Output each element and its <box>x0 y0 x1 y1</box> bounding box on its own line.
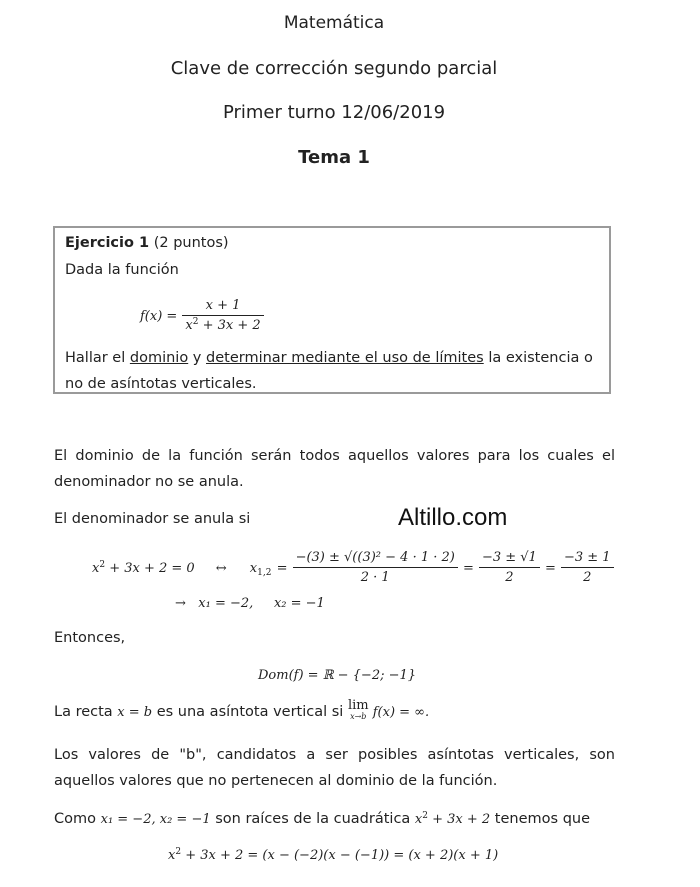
function-lhs: f(x) = <box>140 309 178 324</box>
exercise-points: (2 puntos) <box>153 235 229 251</box>
subject-title: Matemática <box>283 13 385 33</box>
paragraph-asymptote-definition: La recta x = b es una asíntota vertical si lim x→b f(x) = ∞. <box>54 698 430 721</box>
equation-quadratic: $x^2 + 3x + 2 = 0$ ↔ $x_{1,2}$ = $\frac{\text{−(3) ± √((3)² − 4 · 1 · 2)}}{2 \cdot 1}$ = $\frac{-3 \pm √1}{2}$ = $\frac{-3 \pm 1}{2}$ <box>92 550 614 585</box>
function-definition <box>140 298 264 333</box>
paragraph-then: Entonces, <box>54 630 126 646</box>
topic-title: Tema 1 <box>298 147 370 168</box>
root-fraction-3: $\frac{-3 \pm 1}{2}$ <box>561 550 614 585</box>
document-title: Clave de corrección segundo parcial <box>170 58 498 79</box>
task-link-domain: dominio <box>129 350 189 366</box>
exercise-box <box>53 226 611 394</box>
root-fraction-2: $\frac{-3 \pm √1}{2}$ <box>479 550 540 585</box>
function-numerator: x + 1 <box>182 298 263 316</box>
exercise-title: Ejercicio 1 <box>65 235 150 251</box>
exercise-task: Hallar el dominio y determinar mediante el uso de límites la existencia o no de asíntotas verticales. <box>65 350 593 392</box>
equation-factorization: $x^2 + 3x + 2 = (x - (-2)(x - (-1)) = (x + 2)(x + 1)$ <box>168 847 499 863</box>
task-link-limits: determinar mediante el uso de límites <box>206 350 484 366</box>
limit-operator: lim x→b <box>347 698 369 721</box>
watermark: Altillo.com <box>398 504 508 531</box>
exercise-intro: Dada la función <box>65 262 179 278</box>
exam-date: Primer turno 12/06/2019 <box>222 102 446 123</box>
paragraph-candidates: Los valores de "b", candidatos a ser posibles asíntotas verticales, son aquellos valores que no pertenecen al dominio de la función. <box>54 747 615 789</box>
iff-symbol: ↔ <box>215 561 227 576</box>
paragraph-denominator: El denominador se anula si <box>54 511 251 527</box>
equation-domain: Dom(f) = ℝ − {−2; −1} <box>258 668 417 683</box>
exercise-heading <box>65 230 229 256</box>
paragraph-domain: El dominio de la función serán todos aquellos valores para los cuales el denominador no se anula. <box>54 448 615 490</box>
paragraph-roots: Como x₁ = −2, x₂ = −1 son raíces de la cuadrática $x^2 + 3x + 2$ tenemos que <box>54 811 591 827</box>
root-fraction-1: $\frac{\text{−(3) ± √((3)² − 4 · 1 · 2)}}{2 \cdot 1}$ <box>293 550 458 585</box>
function-denominator: $x^2 + 3x + 2$ <box>185 317 261 333</box>
function-fraction <box>182 298 263 333</box>
equation-roots: → x₁ = −2, x₂ = −1 <box>175 596 325 611</box>
